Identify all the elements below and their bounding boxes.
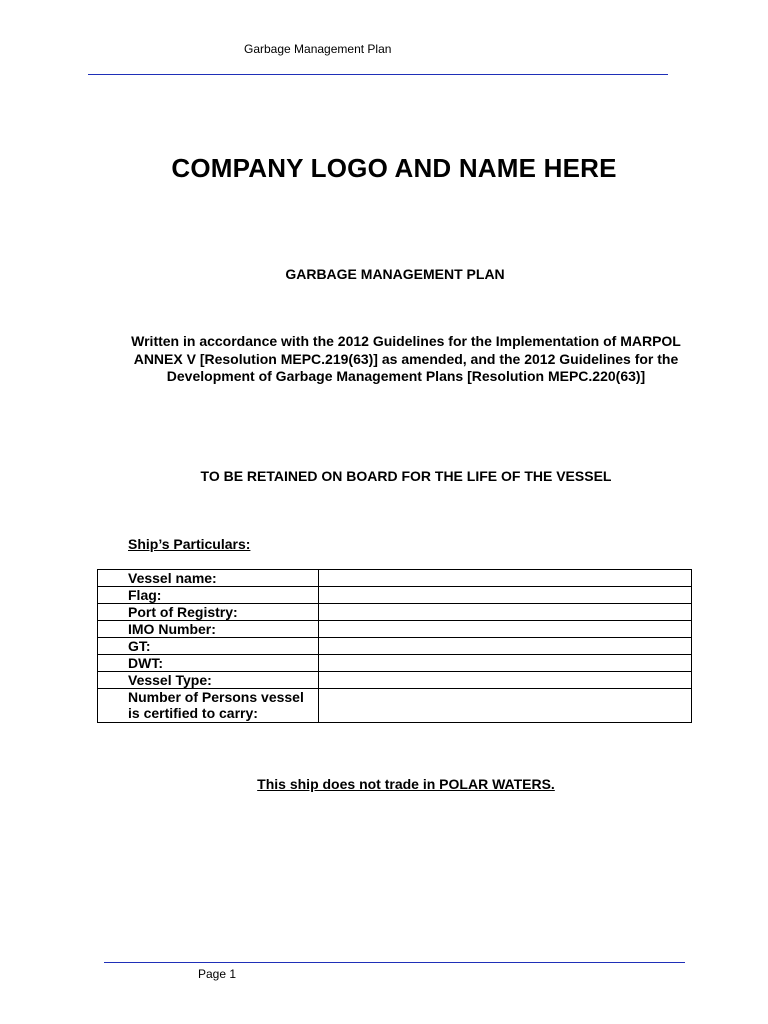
row-label-persons-certified: Number of Persons vessel is certified to carry: bbox=[98, 689, 319, 723]
row-value-vessel-type[interactable] bbox=[319, 672, 692, 689]
footer-rule bbox=[104, 962, 685, 963]
table-row bbox=[98, 621, 692, 638]
row-value-persons-certified[interactable] bbox=[319, 689, 692, 723]
table-row bbox=[98, 604, 692, 621]
row-label-vessel-name: Vessel name: bbox=[98, 570, 319, 587]
row-value-port-of-registry[interactable] bbox=[319, 604, 692, 621]
running-header-title: Garbage Management Plan bbox=[244, 42, 392, 56]
intro-statement: Written in accordance with the 2012 Guidelines for the Implementation of MARPOL ANNEX V [Resolution MEPC.219(63)] as amended, and the 2012 Guidelines for the Development of Garbage Management Plans [Resolution MEPC.220(63)] bbox=[131, 333, 681, 384]
table-row bbox=[98, 587, 692, 604]
table-row bbox=[98, 655, 692, 672]
row-value-flag[interactable] bbox=[319, 587, 692, 604]
polar-waters-notice: This ship does not trade in POLAR WATERS. bbox=[257, 776, 555, 792]
row-value-vessel-name[interactable] bbox=[319, 570, 692, 587]
row-label-flag: Flag: bbox=[98, 587, 319, 604]
table-row bbox=[98, 570, 692, 587]
row-label-imo-number: IMO Number: bbox=[98, 621, 319, 638]
retention-notice: TO BE RETAINED ON BOARD FOR THE LIFE OF THE VESSEL bbox=[200, 468, 612, 484]
row-value-imo-number[interactable] bbox=[319, 621, 692, 638]
page-number: Page 1 bbox=[198, 967, 237, 981]
header-rule bbox=[88, 74, 668, 75]
document-title: GARBAGE MANAGEMENT PLAN bbox=[285, 266, 505, 282]
company-placeholder: COMPANY LOGO AND NAME HERE bbox=[171, 153, 617, 183]
particulars-table bbox=[97, 569, 692, 723]
row-value-gt[interactable] bbox=[319, 638, 692, 655]
row-label-dwt: DWT: bbox=[98, 655, 319, 672]
row-label-port-of-registry: Port of Registry: bbox=[98, 604, 319, 621]
row-label-vessel-type: Vessel Type: bbox=[98, 672, 319, 689]
table-row bbox=[98, 638, 692, 655]
row-value-dwt[interactable] bbox=[319, 655, 692, 672]
table-row bbox=[98, 689, 692, 723]
row-label-gt: GT: bbox=[98, 638, 319, 655]
particulars-heading: Ship’s Particulars: bbox=[128, 536, 251, 552]
table-row bbox=[98, 672, 692, 689]
